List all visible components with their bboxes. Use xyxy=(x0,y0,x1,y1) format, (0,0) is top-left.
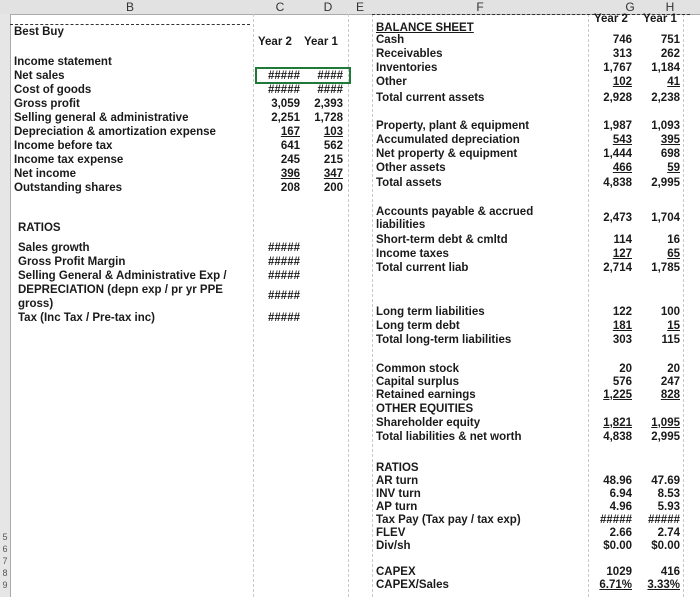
ratios-right-year1: ##### xyxy=(648,514,680,526)
income-row-year2: ##### xyxy=(268,84,300,96)
ratio-row-value: ##### xyxy=(268,270,300,282)
current-assets-label: Inventories xyxy=(376,62,438,74)
fixed-assets-label: Total assets xyxy=(376,177,442,189)
ratios-title-left: RATIOS xyxy=(18,222,61,234)
equity-year1: 1,095 xyxy=(651,417,680,429)
col-header-f[interactable]: F xyxy=(476,0,484,14)
ratios-right-year2: 4.96 xyxy=(609,501,632,513)
income-row-label: Income tax expense xyxy=(14,154,124,166)
income-row-year2: 245 xyxy=(280,154,300,166)
current-assets-year2: 746 xyxy=(612,34,632,46)
current-assets-year2: 313 xyxy=(612,48,632,60)
equity-year1: 247 xyxy=(660,376,680,388)
income-row-year2: 208 xyxy=(280,182,300,194)
ratios-right-label: FLEV xyxy=(376,527,406,539)
gridline xyxy=(348,14,349,597)
income-row-label: Gross profit xyxy=(14,98,80,110)
ratio-row-value: ##### xyxy=(268,312,300,324)
current-liab-label: Income taxes xyxy=(376,248,449,260)
year1-header: Year 1 xyxy=(304,36,338,48)
col-header-d[interactable]: D xyxy=(323,0,333,14)
year2-header: Year 2 xyxy=(258,36,292,48)
ratio-row-label: Selling General & Administrative Exp / xyxy=(18,270,227,282)
col-header-e[interactable]: E xyxy=(355,0,364,14)
income-row-year1: 347 xyxy=(323,168,343,180)
cell-border xyxy=(10,24,250,25)
ratio-row-label: DEPRECIATION (depn exp / pr yr PPE xyxy=(18,284,223,296)
long-term-year2: 122 xyxy=(612,306,632,318)
long-term-year1: 15 xyxy=(667,320,680,332)
ratios-right-label: Tax Pay (Tax pay / tax exp) xyxy=(376,514,521,526)
long-term-year1: 115 xyxy=(661,334,680,346)
balance-sheet-title: BALANCE SHEET xyxy=(376,22,474,34)
long-term-year2: 303 xyxy=(612,334,632,346)
equity-label: Capital surplus xyxy=(376,376,460,388)
capex-label: CAPEX xyxy=(376,566,416,578)
ratio-row-label: Gross Profit Margin xyxy=(18,256,126,268)
long-term-year2: 181 xyxy=(612,320,632,332)
ap-label-line2: liabilities xyxy=(376,219,426,231)
income-row-year1: 1,728 xyxy=(314,112,343,124)
equity-year1: 828 xyxy=(660,389,680,401)
income-row-year1: 562 xyxy=(323,140,343,152)
ratios-right-year2: $0.00 xyxy=(603,540,632,552)
fixed-assets-year2: 466 xyxy=(612,162,632,174)
capex-year2: 1029 xyxy=(606,566,632,578)
income-row-label: Depreciation & amortization expense xyxy=(14,126,216,138)
ratios-right-year1: 5.93 xyxy=(657,501,680,513)
income-row-year2: 167 xyxy=(280,126,300,138)
fixed-assets-year1: 395 xyxy=(660,134,680,146)
gridline xyxy=(588,14,589,597)
equity-label: Total liabilities & net worth xyxy=(376,431,522,443)
company-name: Best Buy xyxy=(14,26,64,38)
income-row-label: Selling general & administrative xyxy=(14,112,189,124)
income-statement-title: Income statement xyxy=(14,56,112,68)
fixed-assets-label: Property, plant & equipment xyxy=(376,120,530,132)
ratio-row-value: ##### xyxy=(268,290,300,302)
row-number[interactable]: 9 xyxy=(2,580,8,590)
capex-year2: 6.71% xyxy=(599,579,632,591)
equity-year2: 4,838 xyxy=(603,431,632,443)
income-row-year2: 396 xyxy=(280,168,300,180)
current-assets-year2: 102 xyxy=(612,76,632,88)
fixed-assets-year1: 59 xyxy=(667,162,680,174)
ratio-row-value: ##### xyxy=(268,256,300,268)
col-header-b[interactable]: B xyxy=(125,0,134,14)
equity-label: OTHER EQUITIES xyxy=(376,403,474,415)
row-number[interactable]: 6 xyxy=(2,544,8,554)
current-liab-year2: 2,714 xyxy=(603,262,632,274)
fixed-assets-label: Accumulated depreciation xyxy=(376,134,520,146)
ratios-right-label: Div/sh xyxy=(376,540,411,552)
ratios-right-year1: 2.74 xyxy=(657,527,680,539)
equity-label: Retained earnings xyxy=(376,389,476,401)
fixed-assets-label: Other assets xyxy=(376,162,446,174)
ratios-right-year2: 6.94 xyxy=(609,488,632,500)
income-row-label: Outstanding shares xyxy=(14,182,122,194)
equity-year1: 20 xyxy=(667,363,680,375)
income-row-label: Income before tax xyxy=(14,140,113,152)
income-row-year2: ##### xyxy=(268,70,300,82)
ratios-title-right: RATIOS xyxy=(376,462,419,474)
ratios-right-label: AP turn xyxy=(376,501,418,513)
current-assets-label: Receivables xyxy=(376,48,443,60)
col-header-h[interactable]: H xyxy=(665,0,675,14)
ap-label: Accounts payable & accrued xyxy=(376,206,534,218)
current-liab-label: Short-term debt & cmltd xyxy=(376,234,508,246)
ratios-right-label: AR turn xyxy=(376,475,419,487)
row-number[interactable]: 7 xyxy=(2,556,8,566)
current-liab-year1: 1,785 xyxy=(651,262,680,274)
current-assets-year1: 1,184 xyxy=(651,62,680,74)
bs-year1-header: Year 1 xyxy=(643,13,677,25)
income-row-year2: 3,059 xyxy=(271,98,300,110)
bs-year2-header: Year 2 xyxy=(594,13,628,25)
ratios-right-label: INV turn xyxy=(376,488,421,500)
long-term-label: Long term debt xyxy=(376,320,460,332)
income-row-year1: 103 xyxy=(323,126,343,138)
income-row-year1: #### xyxy=(317,84,343,96)
equity-year1: 2,995 xyxy=(651,431,680,443)
ratios-right-year1: 8.53 xyxy=(657,488,680,500)
ap-year1: 1,704 xyxy=(651,212,680,224)
long-term-year1: 100 xyxy=(660,306,680,318)
current-assets-year1: 262 xyxy=(660,48,680,60)
ratios-right-year2: 2.66 xyxy=(609,527,632,539)
current-assets-label: Cash xyxy=(376,34,405,46)
ratio-row-label: Sales growth xyxy=(18,242,90,254)
gridline xyxy=(683,14,684,597)
income-row-year1: #### xyxy=(317,70,343,82)
fixed-assets-year2: 543 xyxy=(612,134,632,146)
capex-year1: 3.33% xyxy=(647,579,680,591)
capex-year1: 416 xyxy=(660,566,680,578)
income-row-year2: 2,251 xyxy=(271,112,300,124)
current-assets-year1: 41 xyxy=(667,76,680,88)
fixed-assets-year2: 4,838 xyxy=(603,177,632,189)
long-term-label: Long term liabilities xyxy=(376,306,485,318)
income-row-year1: 215 xyxy=(323,154,343,166)
current-liab-year2: 114 xyxy=(613,234,632,246)
current-assets-year2: 1,767 xyxy=(603,62,632,74)
row-header-strip xyxy=(0,14,11,597)
fixed-assets-year1: 2,995 xyxy=(651,177,680,189)
current-liab-year1: 16 xyxy=(667,234,680,246)
fixed-assets-label: Net property & equipment xyxy=(376,148,518,160)
equity-label: Shareholder equity xyxy=(376,417,481,429)
fixed-assets-year2: 1,444 xyxy=(603,148,632,160)
equity-label: Common stock xyxy=(376,363,460,375)
ratios-right-year1: $0.00 xyxy=(651,540,680,552)
current-liab-year2: 127 xyxy=(612,248,632,260)
ratios-right-year2: ##### xyxy=(600,514,632,526)
long-term-label: Total long-term liabilities xyxy=(376,334,512,346)
fixed-assets-year1: 1,093 xyxy=(651,120,680,132)
col-header-c[interactable]: C xyxy=(275,0,285,14)
gridline xyxy=(372,14,373,597)
selected-cell-highlight[interactable] xyxy=(255,67,351,84)
row-number[interactable]: 8 xyxy=(2,568,8,578)
income-row-year1: 200 xyxy=(323,182,343,194)
income-row-label: Net sales xyxy=(14,70,65,82)
row-number[interactable]: 5 xyxy=(2,532,8,542)
income-row-label: Net income xyxy=(14,168,76,180)
equity-year2: 1,821 xyxy=(603,417,632,429)
ap-year2: 2,473 xyxy=(603,212,632,224)
ratios-right-year1: 47.69 xyxy=(651,475,680,487)
fixed-assets-year2: 1,987 xyxy=(603,120,632,132)
ratio-row-label: gross) xyxy=(18,298,54,310)
income-row-year1: 2,393 xyxy=(314,98,343,110)
capex-label: CAPEX/Sales xyxy=(376,579,449,591)
current-liab-year1: 65 xyxy=(667,248,680,260)
equity-year2: 20 xyxy=(619,363,632,375)
ratios-right-year2: 48.96 xyxy=(603,475,632,487)
equity-year2: 576 xyxy=(612,376,632,388)
equity-year2: 1,225 xyxy=(603,389,632,401)
current-assets-label: Other xyxy=(376,76,407,88)
current-assets-year1: 751 xyxy=(660,34,680,46)
ratio-row-label: Tax (Inc Tax / Pre-tax inc) xyxy=(18,312,155,324)
current-assets-year2: 2,928 xyxy=(603,92,632,104)
col-header-g[interactable]: G xyxy=(625,0,635,14)
income-row-label: Cost of goods xyxy=(14,84,92,96)
current-assets-year1: 2,238 xyxy=(651,92,680,104)
income-row-year2: 641 xyxy=(280,140,300,152)
current-liab-label: Total current liab xyxy=(376,262,469,274)
ratio-row-value: ##### xyxy=(268,242,300,254)
gridline xyxy=(253,14,254,597)
current-assets-label: Total current assets xyxy=(376,92,485,104)
fixed-assets-year1: 698 xyxy=(660,148,680,160)
